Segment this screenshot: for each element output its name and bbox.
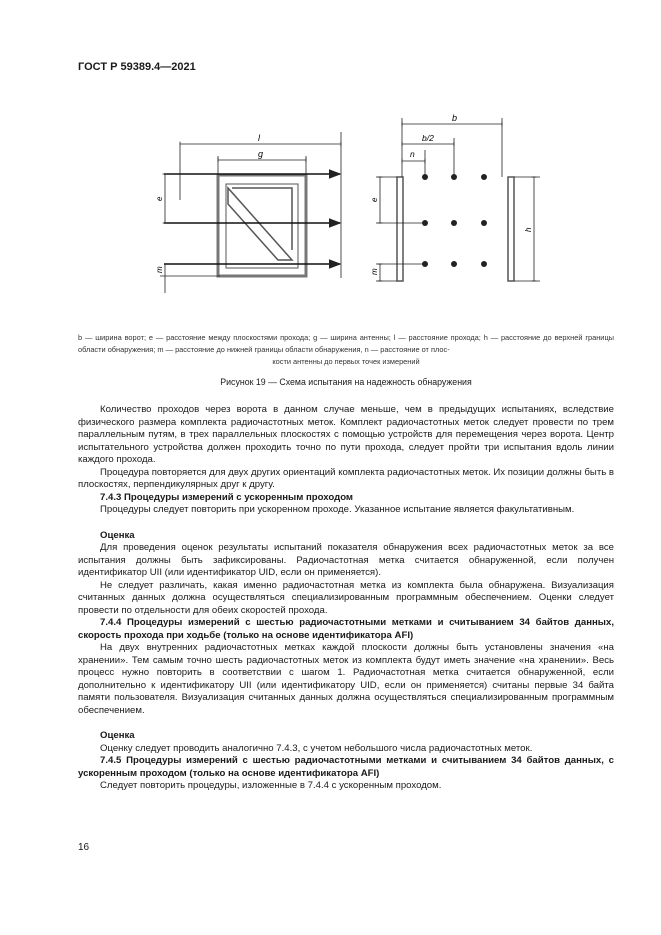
paragraph: Количество проходов через ворота в данном случае меньше, чем в предыдущих испытаниях, вследствие физического размера комплекта радиочастотных меток. Комплект радиочастотных меток следует провести по трем параллельным путям, в трех параллельных плоскостях с помощью устройств для перемещения через ворота. Центр испытательного устройства должен проходить точно по пути прохода, следует пройти три испытания вдоль линии каждого прохода.: [78, 404, 614, 465]
legend-text: b — ширина ворот; e — расстояние между плоскостями прохода; g — ширина антенны; l — расстояние прохода; h — расстояние до верхней границы области обнаружения; m — расстояние до нижней границы области обнаружения, n — расстояние от плос-: [78, 333, 614, 354]
paragraph: Процедуры следует повторить при ускоренном проходе. Указанное испытание является факультативным.: [100, 504, 575, 515]
page-number: 16: [78, 842, 90, 853]
m-label-right: m: [370, 268, 379, 275]
paragraph: Следует повторить процедуры, изложенные в 7.4.4 с ускоренным проходом.: [100, 780, 442, 791]
figure-legend: [78, 332, 614, 367]
paragraph: Оценку следует проводить аналогично 7.4.3, с учетом небольшого числа радиочастотных меток.: [100, 742, 533, 754]
subheading-evaluation: Оценка: [100, 730, 135, 741]
paragraph: На двух внутренних радиочастотных метках каждой плоскости должны быть установлены значения «на хранении». Тем самым точно шесть радиочастотных меток из комплекта будут иметь значение «на хранении». Весь процесс нужно повторить в соответствии с шагом 1. Радиочастотная метка считается обнаруженной, если дополнительно к идентификатору UII (или идентификатору UID, если он применяется) считаны первые 34 байта памяти пользователя. Визуализация считанных данных должна осуществляться специализированным программным обеспечением.: [78, 642, 614, 716]
e-label-left: e: [155, 196, 164, 201]
h-label: h: [524, 227, 533, 232]
l-label: l: [258, 133, 260, 143]
section-heading-7-4-5: 7.4.5 Процедуры измерений с шестью радиочастотными метками и считыванием 34 байтов данных, с ускоренным проходом (только на основе идентификатора AFI): [78, 755, 614, 779]
section-heading-7-4-4: 7.4.4 Процедуры измерений с шестью радиочастотными метками и считыванием 34 байтов данных, скорость прохода при ходьбе (только на основе идентификатора AFI): [78, 617, 614, 641]
section-heading-7-4-3: 7.4.3 Процедуры измерений с ускоренным проходом: [100, 491, 354, 503]
g-label: g: [258, 149, 264, 159]
side-view: [155, 132, 341, 293]
e-label-right: e: [370, 197, 379, 202]
subheading-evaluation: Оценка: [100, 529, 135, 541]
figure-caption: Рисунок 19 — Схема испытания на надежность обнаружения: [220, 377, 472, 387]
b-label: b: [452, 113, 458, 123]
body-text: [78, 404, 614, 793]
m-label-left: m: [155, 266, 164, 273]
paragraph: Процедура повторяется для двух других ориентаций комплекта радиочастотных меток. Их позиции должны быть в плоскостях, перпендикулярных друг к другу.: [78, 466, 614, 490]
b-half-label: b/2: [422, 133, 434, 143]
paragraph: Не следует различать, какая именно радиочастотная метка из комплекта была обнаружена. Визуализация считанных данных должна осуществляться специализированным программным обеспечением. Оценки следует провести по отдельности для обеих скоростей прохода.: [78, 579, 614, 616]
paragraph: Для проведения оценок результаты испытаний показателя обнаружения всех радиочастотных меток за все испытания должны быть зафиксированы. Радиочастотная метка считается обнаруженной, если получен идентификатор UII (или идентификатор UID, если он применяется).: [78, 542, 614, 578]
front-view: [370, 113, 540, 281]
n-label: n: [410, 149, 415, 159]
legend-last-line: кости антенны до первых точек измерений: [272, 356, 420, 366]
detection-test-diagram: [140, 108, 560, 308]
document-header: ГОСТ Р 59389.4—2021: [78, 61, 196, 73]
